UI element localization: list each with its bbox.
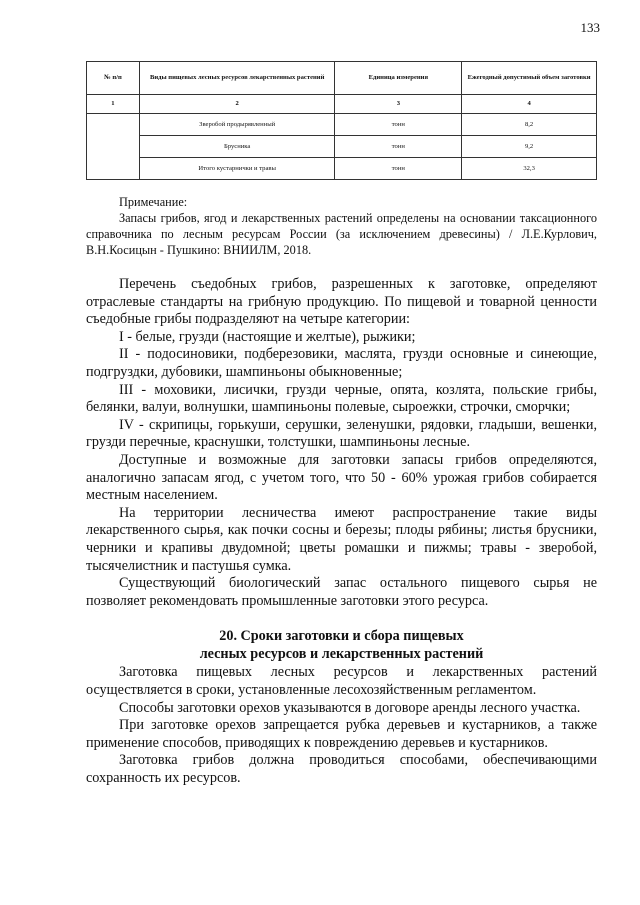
note-text: Запасы грибов, ягод и лекарственных растений определены на основании таксационного справочника по лесным ресурсам России (за исключением древесины) / Л.Е.Курлович, В.Н.Косицын - Пушкино: ВНИИЛМ, 2018. xyxy=(86,211,597,257)
resource-name: Итого кустарнички и травы xyxy=(139,158,335,180)
resource-name: Брусника xyxy=(139,136,335,158)
paragraph: Заготовка грибов должна проводиться способами, обеспечивающими сохранность их ресурсов. xyxy=(86,752,597,787)
resource-unit: тонн xyxy=(335,114,462,136)
section-heading-line-1: 20. Сроки заготовки и сбора пищевых xyxy=(219,628,464,645)
paragraph: IV - скрипицы, горькуши, серушки, зеленушки, рядовки, гладыши, вешенки, грузди перечные, краснушки, толстушки, шампиньоны лесные. xyxy=(86,416,597,451)
table-row xyxy=(87,158,597,180)
paragraph: На территории лесничества имеют распространение такие виды лекарственного сырья, как почки сосны и березы; плоды рябины; листья брусники, черники и крапивы двудомной; цветы ромашки и пижмы; травы - зверобой, тысячелистник и пастушья сумка. xyxy=(86,504,597,574)
section-heading xyxy=(86,628,597,663)
table-header-row xyxy=(87,62,597,95)
column-number: 3 xyxy=(335,95,462,114)
paragraph: Существующий биологический запас остального пищевого сырья не позволяет рекомендовать промышленные заготовки этого ресурса. xyxy=(86,575,597,609)
paragraph: Заготовка пищевых лесных ресурсов и лекарственных растений осуществляется в сроки, установленные лесохозяйственным регламентом. xyxy=(86,664,597,699)
resource-value: 9,2 xyxy=(462,136,597,158)
header-annual-volume: Ежегодный допустимый объем заготовки xyxy=(462,62,597,95)
header-resource-type: Виды пищевых лесных ресурсов лекарственных растений xyxy=(139,62,335,95)
column-number: 2 xyxy=(139,95,335,114)
paragraph: Перечень съедобных грибов, разрешенных к заготовке, определяют отраслевые стандарты на грибную продукцию. По пищевой и товарной ценности съедобные грибы подразделяют на четыре категории: xyxy=(86,276,597,328)
section-heading-line-2: лесных ресурсов и лекарственных растений xyxy=(199,645,484,662)
resources-table xyxy=(86,61,597,180)
paragraph: При заготовке орехов запрещается рубка деревьев и кустарников, а также применение способов, приводящих к повреждению деревьев и кустарников. xyxy=(86,717,597,751)
paragraph: III - моховики, лисички, грузди черные, опята, козлята, польские грибы, белянки, валуи, волнушки, шампиньоны полевые, сыроежки, строчки, сморчки; xyxy=(86,381,597,416)
header-number: № п/п xyxy=(87,62,140,95)
resource-unit: тонн xyxy=(335,136,462,158)
empty-number-cell xyxy=(87,114,140,180)
paragraph: Способы заготовки орехов указываются в договоре аренды лесного участка. xyxy=(119,699,581,716)
resource-value: 8,2 xyxy=(462,114,597,136)
resource-value: 32,3 xyxy=(462,158,597,180)
paragraph: I - белые, грузди (настоящие и желтые), рыжики; xyxy=(119,328,416,345)
table-column-number-row xyxy=(87,95,597,114)
paragraph: Доступные и возможные для заготовки запасы грибов определяются, аналогично запасам ягод, с учетом того, что 50 - 60% урожая грибов собирается местным населением. xyxy=(86,451,597,504)
table-note xyxy=(86,194,597,258)
column-number: 1 xyxy=(87,95,140,114)
table-row xyxy=(87,136,597,158)
resource-name: Зверобой продырявленный xyxy=(139,114,335,136)
header-unit: Единица измерения xyxy=(335,62,462,95)
column-number: 4 xyxy=(462,95,597,114)
page-number: 133 xyxy=(580,20,600,35)
main-text xyxy=(86,276,597,788)
table-row xyxy=(87,114,597,136)
note-label: Примечание: xyxy=(119,195,188,209)
resource-unit: тонн xyxy=(335,158,462,180)
paragraph: II - подосиновики, подберезовики, маслята, грузди основные и синеющие, подгруздки, дубовики, шампиньоны обыкновенные; xyxy=(86,346,597,380)
